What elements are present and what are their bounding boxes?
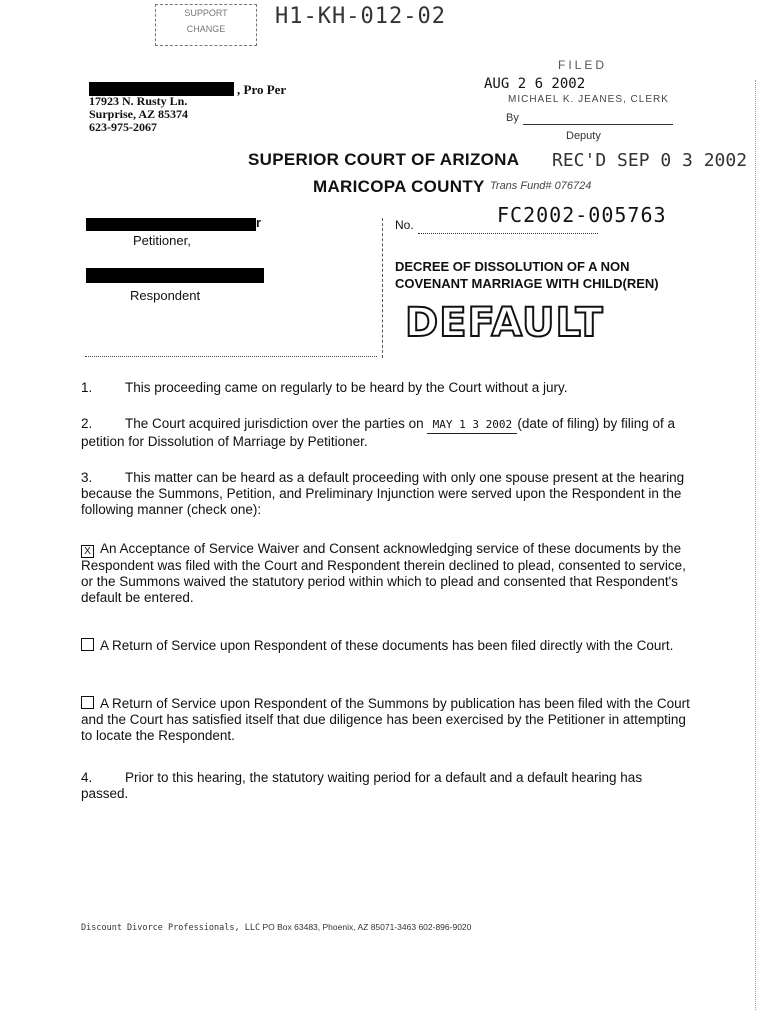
address-line-1: 17923 N. Rusty Ln. — [89, 94, 188, 108]
decree-title: DECREE OF DISSOLUTION OF A NON COVENANT MARRIAGE WITH CHILD(REN) — [395, 259, 659, 291]
caption-bracket — [376, 218, 383, 358]
redacted-petitioner-name — [86, 218, 256, 231]
paragraph-number: 1. — [81, 380, 93, 395]
footer — [81, 922, 471, 933]
paragraph-number: 4. — [81, 770, 93, 785]
county-name: MARICOPA COUNTY — [313, 177, 485, 196]
scan-edge-artifact — [755, 80, 756, 1010]
case-no-label: No. — [395, 218, 414, 232]
address-line-2: Surprise, AZ 85374 — [89, 107, 189, 121]
paragraph-2 — [81, 416, 691, 450]
pro-per-label: , Pro Per — [237, 82, 287, 97]
filed-label: FILED — [558, 58, 608, 72]
court-name: SUPERIOR COURT OF ARIZONA — [248, 150, 520, 169]
case-no-line — [418, 233, 598, 234]
publication-checkbox — [81, 696, 94, 709]
option-text: A Return of Service upon Respondent of these documents has been filed directly with the Court. — [100, 638, 674, 653]
paragraph-text: Prior to this hearing, the statutory waiting period for a default and a default hearing has passed. — [81, 770, 643, 801]
option-text: A Return of Service upon Respondent of the Summons by publication has been filed with the Court and the Court has satisfied itself that due diligence has been exercised by the Petitioner in attempting to locate the Respondent. — [81, 696, 690, 743]
caption-divider — [85, 356, 377, 357]
paragraph-text: This matter can be heard as a default proceeding with only one spouse present at the hearing because the Summons, Petition, and Preliminary Injunction were served upon the Respondent in the following manner (check one): — [81, 470, 685, 517]
handwritten-case-code: H1-KH-012-02 — [275, 4, 446, 29]
service-option-acceptance — [81, 541, 691, 606]
support-change-stamp — [155, 4, 257, 46]
option-text: An Acceptance of Service Waiver and Consent acknowledging service of these documents by the Respondent was filed with the Court and Respondent therein declined to plead, consented to service, or the Summons waived the statutory period within which to plead and consented that Respondent's default be entered. — [81, 541, 686, 605]
service-option-publication — [81, 696, 691, 744]
jurisdiction-date-field: MAY 1 3 2002 — [427, 417, 517, 434]
filed-clerk: MICHAEL K. JEANES, CLERK — [508, 94, 669, 105]
case-number-stamp: FC2002-005763 — [497, 203, 667, 227]
paragraph-text-cont: (date of filing) by filing of a petition for Dissolution of Marriage by Petitioner. — [81, 416, 676, 449]
paragraph-1 — [81, 380, 691, 396]
filed-stamp — [478, 58, 678, 148]
stamp-line-2: CHANGE — [186, 24, 226, 34]
paragraph-text: The Court acquired jurisdiction over the parties on — [125, 416, 424, 431]
default-stamp: DEFAULT — [405, 300, 604, 346]
service-option-return — [81, 638, 691, 654]
filer-address — [89, 95, 188, 134]
footer-company: Discount Divorce Professionals, LLC — [81, 923, 261, 933]
handwritten-fund-note: Trans Fund# 076724 — [490, 180, 592, 192]
paragraph-text: This proceeding came on regularly to be heard by the Court without a jury. — [125, 380, 568, 395]
filed-deputy: Deputy — [566, 130, 601, 142]
stamp-line-1: SUPPORT — [184, 8, 228, 18]
petitioner-label: Petitioner, — [133, 233, 191, 248]
paragraph-number: 3. — [81, 470, 93, 485]
redacted-respondent-name — [86, 268, 264, 283]
filed-date: AUG 2 6 2002 — [484, 76, 586, 92]
filed-signature-line — [523, 124, 673, 125]
paragraph-3 — [81, 470, 691, 518]
acceptance-checkbox: X — [81, 545, 94, 558]
petitioner-name-suffix: r — [256, 215, 262, 230]
paragraph-number: 2. — [81, 416, 93, 431]
respondent-label: Respondent — [130, 288, 201, 303]
received-stamp: REC'D SEP 0 3 2002 — [552, 150, 748, 171]
filed-by: By — [506, 112, 519, 124]
paragraph-4 — [81, 770, 691, 802]
return-service-checkbox — [81, 638, 94, 651]
footer-address: PO Box 63483, Phoenix, AZ 85071-3463 602-896-9020 — [262, 922, 472, 932]
filer-phone: 623-975-2067 — [89, 120, 157, 134]
